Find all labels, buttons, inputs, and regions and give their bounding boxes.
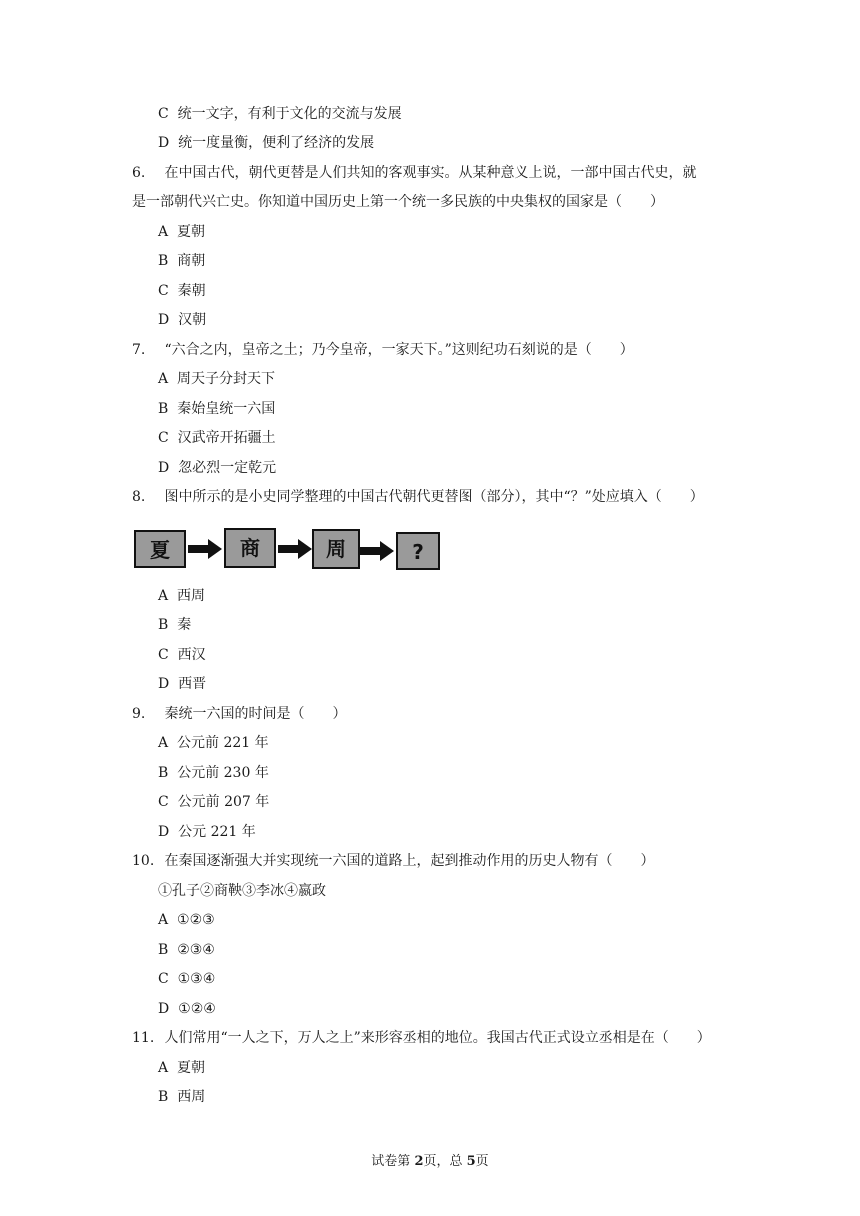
q9-option-c: C 公元前 207 年	[158, 794, 270, 810]
q9-stem: 9. 秦统一六国的时间是（ ）	[132, 706, 347, 722]
q6-option-d: D 汉朝	[158, 312, 207, 328]
arrow-right-icon	[188, 539, 222, 559]
dynasty-succession-diagram	[132, 524, 442, 574]
q9-option-a: A 公元前 221 年	[158, 735, 269, 751]
dynasty-box-zhou: 周	[312, 529, 360, 569]
q7-option-a: A 周天子分封天下	[158, 371, 276, 387]
q10-option-d: D ①②④	[158, 1001, 216, 1017]
q11-stem: 11. 人们常用“一人之下，万人之上”来形容丞相的地位。我国古代正式设立丞相是在（ ）	[132, 1030, 711, 1046]
q8-option-a: A 西周	[158, 588, 206, 604]
q10-option-c: C ①③④	[158, 971, 216, 987]
q8-option-b: B 秦	[158, 617, 192, 633]
q10-option-a: A ①②③	[158, 912, 215, 928]
q8-option-c: C 西汉	[158, 647, 206, 663]
q6-stem-cont: 是一部朝代兴亡史。你知道中国历史上第一个统一多民族的中央集权的国家是（ ）	[132, 194, 664, 210]
q5-option-d: D 统一度量衡，便利了经济的发展	[158, 135, 375, 151]
q10-stem: 10. 在秦国逐渐强大并实现统一六国的道路上，起到推动作用的历史人物有（ ）	[132, 853, 655, 869]
q8-option-d: D 西晋	[158, 676, 207, 692]
arrow-right-icon	[360, 541, 394, 561]
total-page-number: 5	[466, 1154, 476, 1169]
q7-option-b: B 秦始皇统一六国	[158, 401, 276, 417]
q11-option-b: B 西周	[158, 1089, 206, 1105]
dynasty-box-unknown: ?	[396, 532, 440, 570]
q7-option-d: D 忽必烈一定乾元	[158, 460, 277, 476]
arrow-right-icon	[278, 539, 312, 559]
current-page-number: 2	[414, 1154, 424, 1169]
dynasty-box-shang: 商	[224, 528, 276, 568]
q9-option-b: B 公元前 230 年	[158, 765, 269, 781]
q7-option-c: C 汉武帝开拓疆土	[158, 430, 276, 446]
q6-option-a: A 夏朝	[158, 224, 206, 240]
q6-option-c: C 秦朝	[158, 283, 206, 299]
q11-option-a: A 夏朝	[158, 1060, 206, 1076]
q8-stem: 8. 图中所示的是小史同学整理的中国古代朝代更替图（部分），其中“？”处应填入（ ）	[132, 489, 704, 505]
page-footer: 试卷第 2页，总 5页	[371, 1154, 489, 1169]
q10-sub-items: ①孔子②商鞅③李冰④嬴政	[158, 883, 326, 899]
q6-option-b: B 商朝	[158, 253, 206, 269]
dynasty-box-xia: 夏	[134, 530, 186, 568]
q9-option-d: D 公元 221 年	[158, 824, 256, 840]
q10-option-b: B ②③④	[158, 942, 215, 958]
q6-stem: 6. 在中国古代，朝代更替是人们共知的客观事实。从某种意义上说，一部中国古代史，就	[132, 165, 697, 181]
q5-option-c: C 统一文字，有利于文化的交流与发展	[158, 106, 402, 122]
q7-stem: 7. “六合之内，皇帝之土；乃今皇帝，一家天下。”这则纪功石刻说的是（ ）	[132, 342, 634, 358]
